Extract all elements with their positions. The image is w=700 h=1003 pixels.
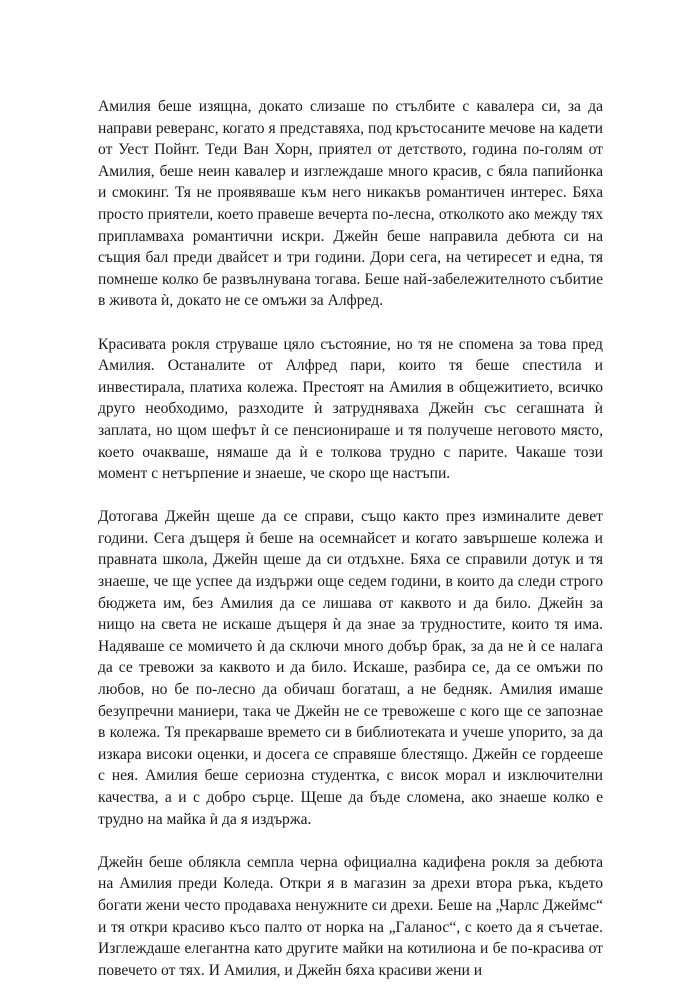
paragraph: Джейн беше облякла семпла черна официална кадифена рокля за дебюта на Амилия преди Коледа. Откри я в магазин за дрехи втора ръка, където богати жени често продаваха ненужните си дрехи. Беше на „Чарлс Джеймс“ и тя откри красиво късо палто от норка на „Галанос“, с което да я съчетае. Изглеждаше елегантна като другите майки на котилиона и бе по-красива от повечето от тях. И Амилия, и Джейн бяха красиви жени и [98,853,603,979]
paragraph: Красивата рокля струваше цяло състояние, но тя не спомена за това пред Амилия. Останалите от Алфред пари, които тя беше спестила и инвестирала, платиха колежа. Престоят на Амилия в общежитието, всичко друго необходимо, разходите ѝ затрудняваха Джейн със сегашната ѝ заплата, но щом шефът ѝ се пенсионираше и тя получеше неговото място, което очакваше, нямаше да ѝ е толкова трудно с парите. Чакаше този момент с нетърпение и знаеше, че скоро ще настъпи. [98,335,603,483]
paragraph: Дотогава Джейн щеше да се справи, също както през изминалите девет години. Сега дъщеря ѝ беше на осемнайсет и когато завършеше колежа и правната школа, Джейн щеше да си отдъхне. Бяха се справили дотук и тя знаеше, че ще успее да издържи още седем години, в които да следи строго бюджета им, без Амилия да се лишава от каквото и да било. Джейн за нищо на света не искаше дъщеря ѝ да знае за трудностите, които тя има. Надяваше се момичето ѝ да сключи много добър брак, за да не ѝ се налага да се тревожи за каквото и да било. Искаше, разбира се, да се омъжи по любов, но бе по-лесно да обичаш богаташ, а не бедняк. Амилия имаше безупречни маниери, така че Джейн не се тревожеше с кого ще се запознае в колежа. Тя прекарваше времето си в библиотеката и учеше упорито, за да изкара високи оценки, и досега се справяше блестящо. Джейн се гордееше с нея. Амилия беше сериозна студентка, с висок морал и изключителни качества, а и с добро сърце. Щеше да бъде сломена, ако знаеше колко е трудно на майка ѝ да я издържа. [98,508,603,828]
paragraph: Амилия беше изящна, докато слизаше по стълбите с кавалера си, за да направи реверанс, когато я представяха, под кръстосаните мечове на кадети от Уест Пойнт. Теди Ван Хорн, приятел от детството, година по-голям от Амилия, беше неин кавалер и изглеждаше много красив, с бяла папийонка и смокинг. Тя не проявяваше към него никакъв романтичен интерес. Бяха просто приятели, което правеше вечерта по-лесна, отколкото ако между тях припламваха романтични искри. Джейн беше направила дебюта си на същия бал преди двайсет и три години. Дори сега, на четиресет и една, тя помнеше колко бе развълнувана тогава. Беше най-забележителното събитие в живота ѝ, докато не се омъжи за Алфред. [98,98,603,310]
document-page [98,96,603,1003]
